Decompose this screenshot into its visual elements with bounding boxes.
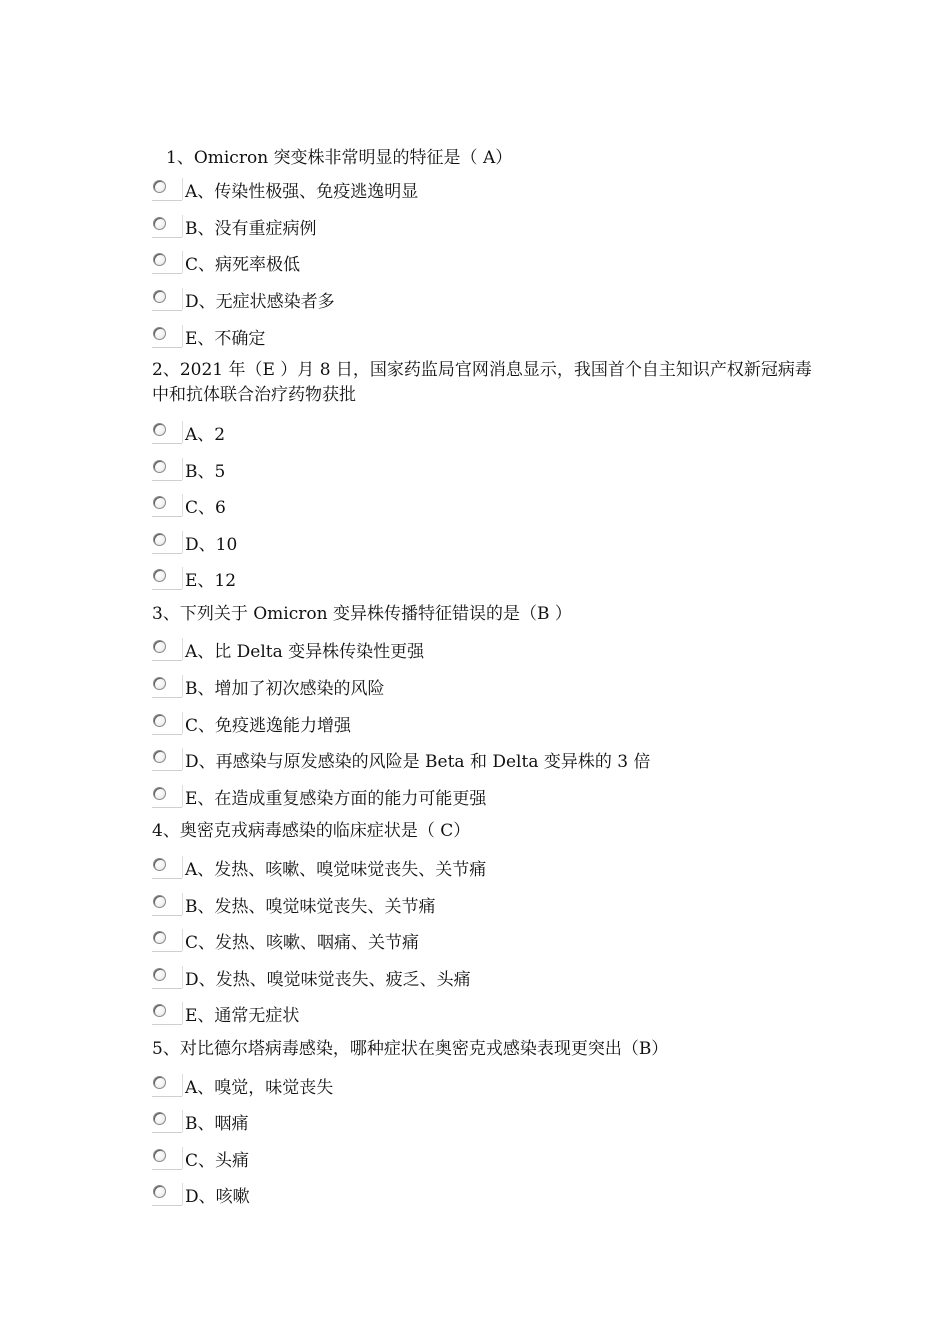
radio-button[interactable] <box>152 421 182 449</box>
radio-button[interactable] <box>152 638 182 666</box>
radio-button[interactable] <box>152 675 182 703</box>
option-label: A、传染性极强、免疫逃逸明显 <box>185 182 419 202</box>
option-label: B、咽痛 <box>185 1114 249 1134</box>
radio-button[interactable] <box>152 494 182 522</box>
question-4-text: 4、奥密克戎病毒感染的临床症状是（ C） <box>152 821 471 841</box>
option-label: E、在造成重复感染方面的能力可能更强 <box>185 789 487 809</box>
question-5-text: 5、对比德尔塔病毒感染，哪种症状在奥密克戎感染表现更突出（B） <box>152 1039 669 1059</box>
radio-button[interactable] <box>152 1074 182 1102</box>
option-label: D、咳嗽 <box>185 1187 250 1207</box>
radio-button[interactable] <box>152 748 182 776</box>
radio-button[interactable] <box>152 1183 182 1211</box>
option-label: D、发热、嗅觉味觉丧失、疲乏、头痛 <box>185 970 471 990</box>
option-label: C、发热、咳嗽、咽痛、关节痛 <box>185 933 420 953</box>
radio-button[interactable] <box>152 966 182 994</box>
option-label: A、2 <box>185 425 226 445</box>
radio-button[interactable] <box>152 893 182 921</box>
option-label: D、无症状感染者多 <box>185 292 335 312</box>
question-3-text: 3、下列关于 Omicron 变异株传播特征错误的是（B ） <box>152 604 572 624</box>
option-label: C、病死率极低 <box>185 255 301 275</box>
radio-button[interactable] <box>152 1147 182 1175</box>
radio-button[interactable] <box>152 325 182 353</box>
option-label: C、6 <box>185 498 226 518</box>
radio-button[interactable] <box>152 288 182 316</box>
option-label: E、通常无症状 <box>185 1006 300 1026</box>
radio-button[interactable] <box>152 531 182 559</box>
radio-button[interactable] <box>152 1110 182 1138</box>
option-label: A、比 Delta 变异株传染性更强 <box>185 642 425 662</box>
option-label: C、免疫逃逸能力增强 <box>185 716 352 736</box>
radio-button[interactable] <box>152 785 182 813</box>
option-label: B、发热、嗅觉味觉丧失、关节痛 <box>185 897 436 917</box>
option-label: E、不确定 <box>185 329 266 349</box>
option-label: A、发热、咳嗽、嗅觉味觉丧失、关节痛 <box>185 860 487 880</box>
option-label: E、12 <box>185 571 237 591</box>
radio-button[interactable] <box>152 458 182 486</box>
option-label: B、增加了初次感染的风险 <box>185 679 385 699</box>
option-label: B、没有重症病例 <box>185 219 317 239</box>
radio-button[interactable] <box>152 929 182 957</box>
option-label: C、头痛 <box>185 1151 250 1171</box>
option-label: B、5 <box>185 462 226 482</box>
option-label: D、10 <box>185 535 238 555</box>
option-label: A、嗅觉，味觉丧失 <box>185 1078 334 1098</box>
radio-button[interactable] <box>152 712 182 740</box>
radio-button[interactable] <box>152 856 182 884</box>
radio-button[interactable] <box>152 215 182 243</box>
question-2-text: 2、2021 年（E ）月 8 日，国家药监局官网消息显示，我国首个自主知识产权新冠病毒中和抗体联合治疗药物获批 <box>152 360 812 405</box>
radio-button[interactable] <box>152 251 182 279</box>
option-label: D、再感染与原发感染的风险是 Beta 和 Delta 变异株的 3 倍 <box>185 752 651 772</box>
radio-button[interactable] <box>152 567 182 595</box>
radio-button[interactable] <box>152 178 182 206</box>
question-1-text: 1、Omicron 突变株非常明显的特征是（ A） <box>166 148 513 168</box>
radio-button[interactable] <box>152 1002 182 1030</box>
